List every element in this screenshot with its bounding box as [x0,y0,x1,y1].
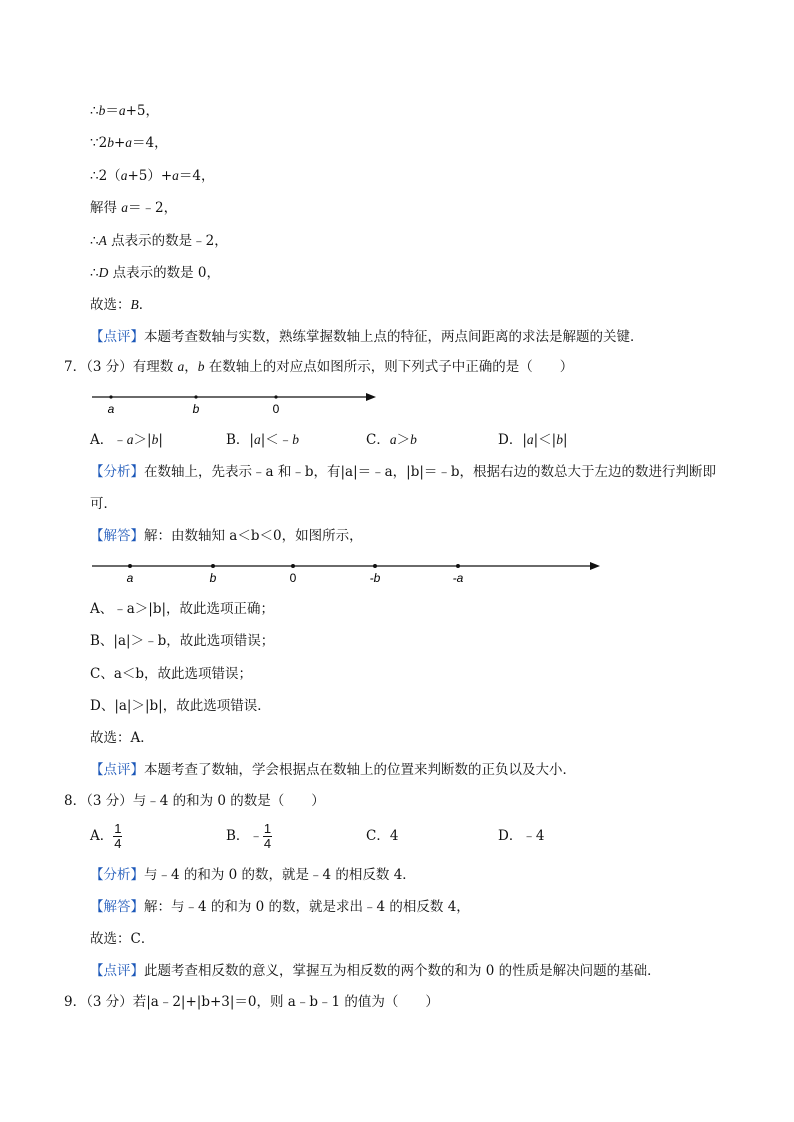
q8-option-c: C．4 [366,828,399,844]
derivation-line-5: ∴A 点表示的数是﹣2， [90,233,228,249]
q7-solution-line: 【解答】解：由数轴知 a＜b＜0，如图所示， [90,528,363,544]
q8-analysis: 【分析】与﹣4 的和为 0 的数，就是﹣4 的相反数 4． [90,867,416,883]
solution-tag: 【解答】 [90,528,144,544]
number-line-question [90,388,380,420]
label-neg-a: -a [452,571,464,585]
point-b [211,564,215,568]
q7-option-b: B．|a|＜﹣b [226,432,300,448]
comment-tag: 【点评】 [90,963,144,979]
point-a [128,564,132,568]
answer-line-q6: 故选：B． [90,297,153,313]
comment-q6: 【点评】本题考查数轴与实数，熟练掌握数轴上点的特征，两点间距离的求法是解题的关键． [90,329,644,345]
question-7-stem: 7．（3 分）有理数 a，b 在数轴上的对应点如图所示，则下列式子中正确的是（ ） [64,359,574,375]
number-line-solution [90,558,604,588]
label-zero: 0 [272,402,280,416]
point-neg-b [373,564,377,568]
q7-analysis-line-2: 可． [90,496,117,512]
derivation-line-1: ∴b＝a+5， [90,103,159,119]
derivation-line-3: ∴2（a+5）+a＝4， [90,168,215,184]
q8-answer: 故选：C． [90,931,155,947]
q7-option-c: C．a＞b [366,432,417,448]
q8-option-d: D．﹣4 [498,828,545,844]
point-a [109,395,112,398]
label-a: a [126,571,134,585]
derivation-line-2: ∵2b+a＝4， [90,135,168,151]
solution-tag: 【解答】 [90,899,144,915]
q7-solution-d: D、|a|＞|b|，故此选项错误． [90,698,271,714]
q8-comment: 【点评】此题考查相反数的意义，掌握互为相反数的两个数的和为 0 的性质是解决问题的基础． [90,963,661,979]
q8-option-b: B．﹣ $\frac{1}{4}$ [226,821,272,851]
question-9-stem: 9．（3 分）若|a﹣2|+|b+3|＝0，则 a﹣b﹣1 的值为（ ） [64,994,439,1010]
label-zero: 0 [289,571,297,585]
comment-tag: 【点评】 [90,762,144,778]
derivation-line-4: 解得 a＝﹣2， [90,200,178,216]
analysis-tag: 【分析】 [90,867,144,883]
comment-tag: 【点评】 [90,329,144,345]
q7-option-d: D．|a|＜|b| [498,432,568,448]
derivation-line-6: ∴D 点表示的数是 0， [90,265,221,281]
analysis-tag: 【分析】 [90,464,144,480]
q8-solution: 【解答】解：与﹣4 的和为 0 的数，就是求出﹣4 的相反数 4， [90,899,470,915]
q7-option-a: A．﹣a＞|b| [90,432,163,448]
question-8-stem: 8．（3 分）与﹣4 的和为 0 的数是（ ） [64,793,325,809]
point-neg-a [456,564,460,568]
label-b: b [209,571,217,585]
point-b [194,395,197,398]
q7-comment: 【点评】本题考查了数轴，学会根据点在数轴上的位置来判断数的正负以及大小． [90,762,576,778]
q8-option-a: A． $\frac{1}{4}$ [90,821,122,851]
label-neg-b: -b [369,571,381,585]
q7-solution-c: C、a＜b，故此选项错误； [90,666,253,682]
label-b: b [192,402,200,416]
label-a: a [107,402,115,416]
q7-solution-b: B、|a|＞﹣b，故此选项错误； [90,633,275,649]
fraction: $\frac{1}{4}$ [263,821,272,851]
q7-answer: 故选：A． [90,730,154,746]
point-zero [274,395,277,398]
point-zero [291,564,295,568]
q7-analysis-line-1: 【分析】在数轴上，先表示﹣a 和﹣b，有|a|＝﹣a，|b|＝﹣b，根据右边的数总大于左边的数进行判断即 [90,464,717,480]
fraction: $\frac{1}{4}$ [114,821,122,851]
q7-solution-a: A、﹣a＞|b|，故此选项正确； [90,601,275,617]
